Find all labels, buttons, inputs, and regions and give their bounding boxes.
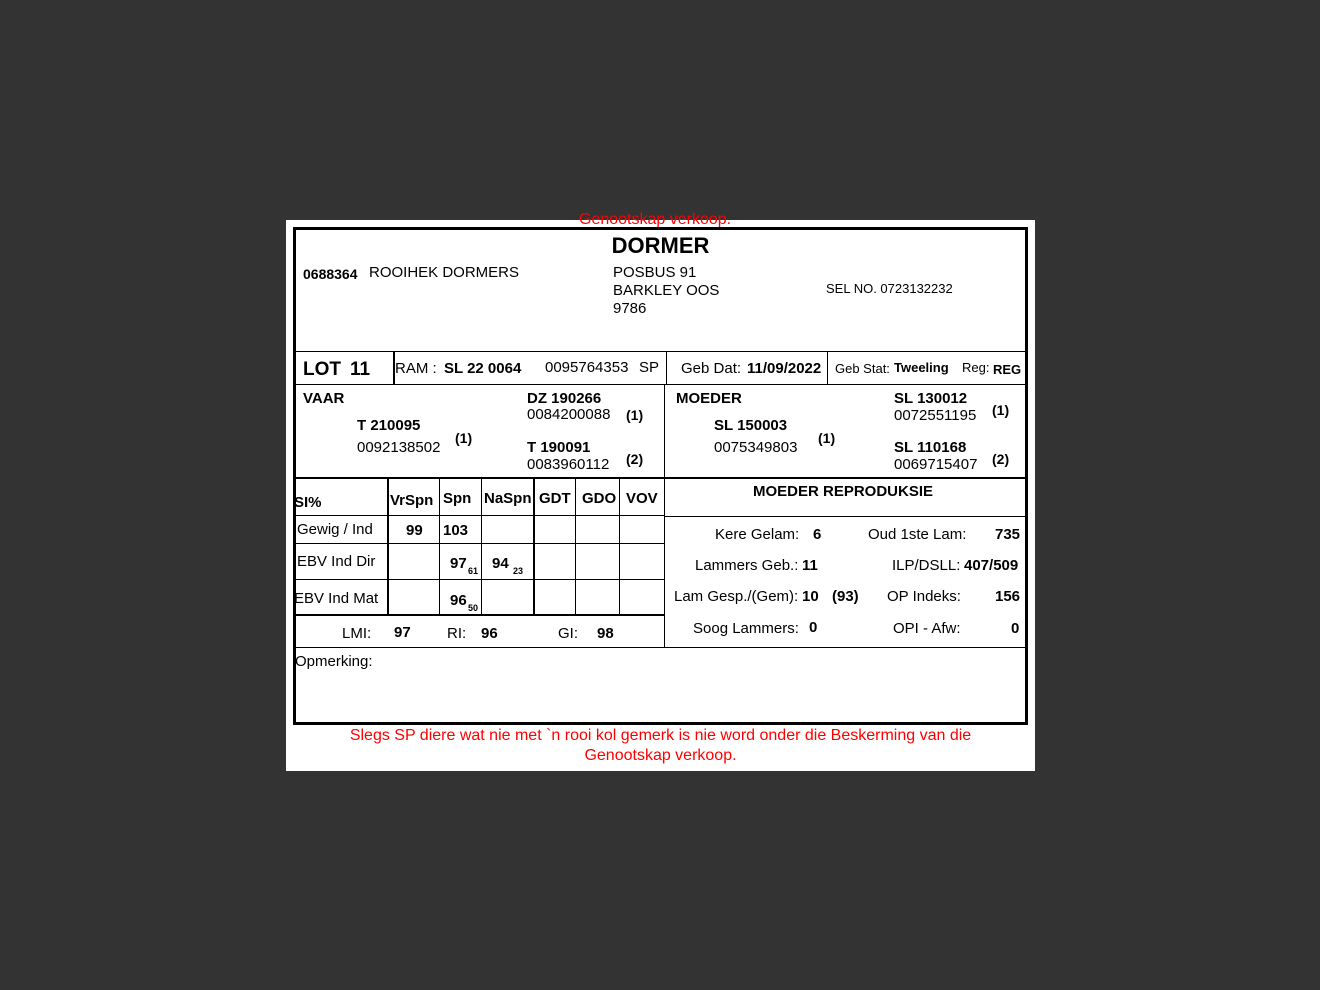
kere-gelam-value: 6 bbox=[813, 526, 822, 543]
ri-label: RI: bbox=[447, 625, 467, 642]
moeder-label: MOEDER bbox=[676, 390, 742, 407]
si-header-vrspn: VrSpn bbox=[390, 492, 434, 509]
auction-card-page bbox=[286, 211, 1035, 771]
breed-title: DORMER bbox=[611, 233, 710, 258]
si-row1-vrspn: 99 bbox=[406, 522, 423, 539]
rule-under-header bbox=[294, 351, 1026, 352]
moeder-sire-id: SL 130012 bbox=[894, 390, 968, 407]
rule-si-row3 bbox=[294, 614, 664, 616]
ram-label: RAM : bbox=[395, 360, 437, 377]
rule-under-repro-title bbox=[664, 516, 1026, 517]
si-row3-label: EBV Ind Mat bbox=[294, 590, 379, 607]
lot-number: 11 bbox=[350, 359, 371, 380]
vaar-dam-mark: (2) bbox=[626, 451, 644, 467]
lot-label: LOT bbox=[303, 359, 341, 380]
lot-card bbox=[293, 227, 1028, 725]
si-header-spn: Spn bbox=[443, 490, 472, 507]
seller-number: 0688364 bbox=[303, 266, 358, 282]
footer-notice-line1: Slegs SP diere wat nie met `n rooi kol gemerk is nie word onder die Beskerming van die bbox=[349, 727, 972, 744]
moeder-dam-id: SL 110168 bbox=[894, 439, 967, 456]
kere-gelam-label: Kere Gelam: bbox=[715, 526, 800, 543]
ilp-dsll-value: 407/509 bbox=[964, 557, 1019, 574]
vaar-label: VAAR bbox=[303, 390, 345, 407]
si-row2-spn: 97 bbox=[450, 555, 467, 572]
vaar-sire-mark: (1) bbox=[626, 407, 644, 423]
lmi-label: LMI: bbox=[342, 625, 372, 642]
si-header-gdt: GDT bbox=[539, 490, 571, 507]
rule-v-ram bbox=[666, 351, 667, 384]
si-row2-naspn: 94 bbox=[492, 555, 509, 572]
vaar-sire-number: 0084200088 bbox=[527, 406, 611, 423]
moeder-id: SL 150003 bbox=[714, 417, 788, 434]
geb-dat-value: 11/09/2022 bbox=[747, 360, 822, 377]
si-header-si: SI% bbox=[294, 494, 322, 511]
ri-value: 96 bbox=[481, 625, 498, 642]
si-row3-spn: 96 bbox=[450, 592, 467, 609]
seller-sel-no: SEL NO. 0723132232 bbox=[826, 281, 953, 296]
moeder-sire-mark: (1) bbox=[992, 402, 1010, 418]
rule-v-center bbox=[664, 384, 665, 647]
opi-afw-value: 0 bbox=[1011, 620, 1020, 637]
rule-si-row2 bbox=[294, 579, 664, 580]
footer-notice-line2: Genootskap verkoop. bbox=[584, 747, 737, 764]
si-row1-spn: 103 bbox=[443, 522, 469, 539]
vaar-id: T 210095 bbox=[357, 417, 421, 434]
lam-gesp-label: Lam Gesp./(Gem): bbox=[674, 588, 799, 605]
si-row2-label: EBV Ind Dir bbox=[297, 553, 376, 570]
rule-above-opmerking bbox=[294, 647, 1026, 648]
soog-lammers-value: 0 bbox=[809, 619, 818, 636]
geb-stat-label: Geb Stat: bbox=[835, 361, 890, 376]
geb-dat-label: Geb Dat: bbox=[681, 360, 742, 377]
rule-si-row1 bbox=[294, 543, 664, 544]
moeder-sire-number: 0072551195 bbox=[894, 407, 977, 424]
opmerking-label: Opmerking: bbox=[295, 653, 373, 670]
si-row2-spn-sub: 61 bbox=[468, 566, 479, 576]
ram-id: SL 22 0064 bbox=[444, 360, 522, 377]
vaar-mark: (1) bbox=[455, 430, 473, 446]
gi-value: 98 bbox=[597, 625, 614, 642]
rule-v-naspn bbox=[481, 477, 482, 615]
seller-name: ROOIHEK DORMERS bbox=[369, 264, 520, 281]
moeder-mark: (1) bbox=[818, 430, 836, 446]
lammers-geb-value: 11 bbox=[802, 557, 818, 574]
si-header-vov: VOV bbox=[626, 490, 658, 507]
si-row1-label: Gewig / Ind bbox=[297, 521, 373, 538]
vaar-dam-number: 0083960112 bbox=[527, 456, 610, 473]
vaar-number: 0092138502 bbox=[357, 439, 441, 456]
op-indeks-label: OP Indeks: bbox=[887, 588, 961, 605]
vaar-dam-id: T 190091 bbox=[527, 439, 591, 456]
repro-title: MOEDER REPRODUKSIE bbox=[753, 483, 934, 500]
vaar-sire-id: DZ 190266 bbox=[527, 390, 602, 407]
ram-number: 0095764353 bbox=[545, 359, 629, 376]
oud-1ste-lam-value: 735 bbox=[995, 526, 1021, 543]
rule-v-vrspn bbox=[387, 477, 389, 615]
lammers-geb-label: Lammers Geb.: bbox=[695, 557, 799, 574]
rule-v-gebdat bbox=[827, 351, 828, 384]
soog-lammers-label: Soog Lammers: bbox=[693, 620, 799, 637]
lam-gesp-value: 10 bbox=[802, 588, 819, 605]
top-cut-notice: Genootskap verkoop. bbox=[579, 211, 732, 228]
op-indeks-value: 156 bbox=[995, 588, 1021, 605]
ram-class: SP bbox=[639, 359, 660, 376]
rule-v-vov bbox=[619, 477, 620, 615]
moeder-dam-number: 0069715407 bbox=[894, 456, 978, 473]
rule-under-lot bbox=[294, 384, 1026, 385]
si-row2-naspn-sub: 23 bbox=[513, 566, 524, 576]
si-row3-spn-sub: 50 bbox=[468, 603, 479, 613]
seller-postal-code: 9786 bbox=[613, 300, 647, 317]
geb-stat-value: Tweeling bbox=[894, 360, 949, 375]
seller-address-line1: POSBUS 91 bbox=[613, 264, 697, 281]
si-header-gdo: GDO bbox=[582, 490, 617, 507]
moeder-number: 0075349803 bbox=[714, 439, 798, 456]
lam-gesp-gem-value: (93) bbox=[832, 588, 859, 605]
moeder-dam-mark: (2) bbox=[992, 451, 1010, 467]
seller-address-line2: BARKLEY OOS bbox=[613, 282, 720, 299]
gi-label: GI: bbox=[558, 625, 579, 642]
ilp-dsll-label: ILP/DSLL: bbox=[892, 557, 961, 574]
opi-afw-label: OPI - Afw: bbox=[893, 620, 961, 637]
oud-1ste-lam-label: Oud 1ste Lam: bbox=[868, 526, 967, 543]
rule-v-gdt bbox=[533, 477, 535, 615]
lmi-value: 97 bbox=[394, 624, 411, 641]
rule-v-spn bbox=[439, 477, 440, 615]
reg-label: Reg: bbox=[962, 360, 990, 375]
rule-under-si-header bbox=[294, 515, 664, 516]
reg-value: REG bbox=[993, 362, 1022, 377]
si-header-naspn: NaSpn bbox=[484, 490, 532, 507]
rule-under-pedigree bbox=[294, 477, 1026, 479]
rule-v-gdo bbox=[575, 477, 576, 615]
